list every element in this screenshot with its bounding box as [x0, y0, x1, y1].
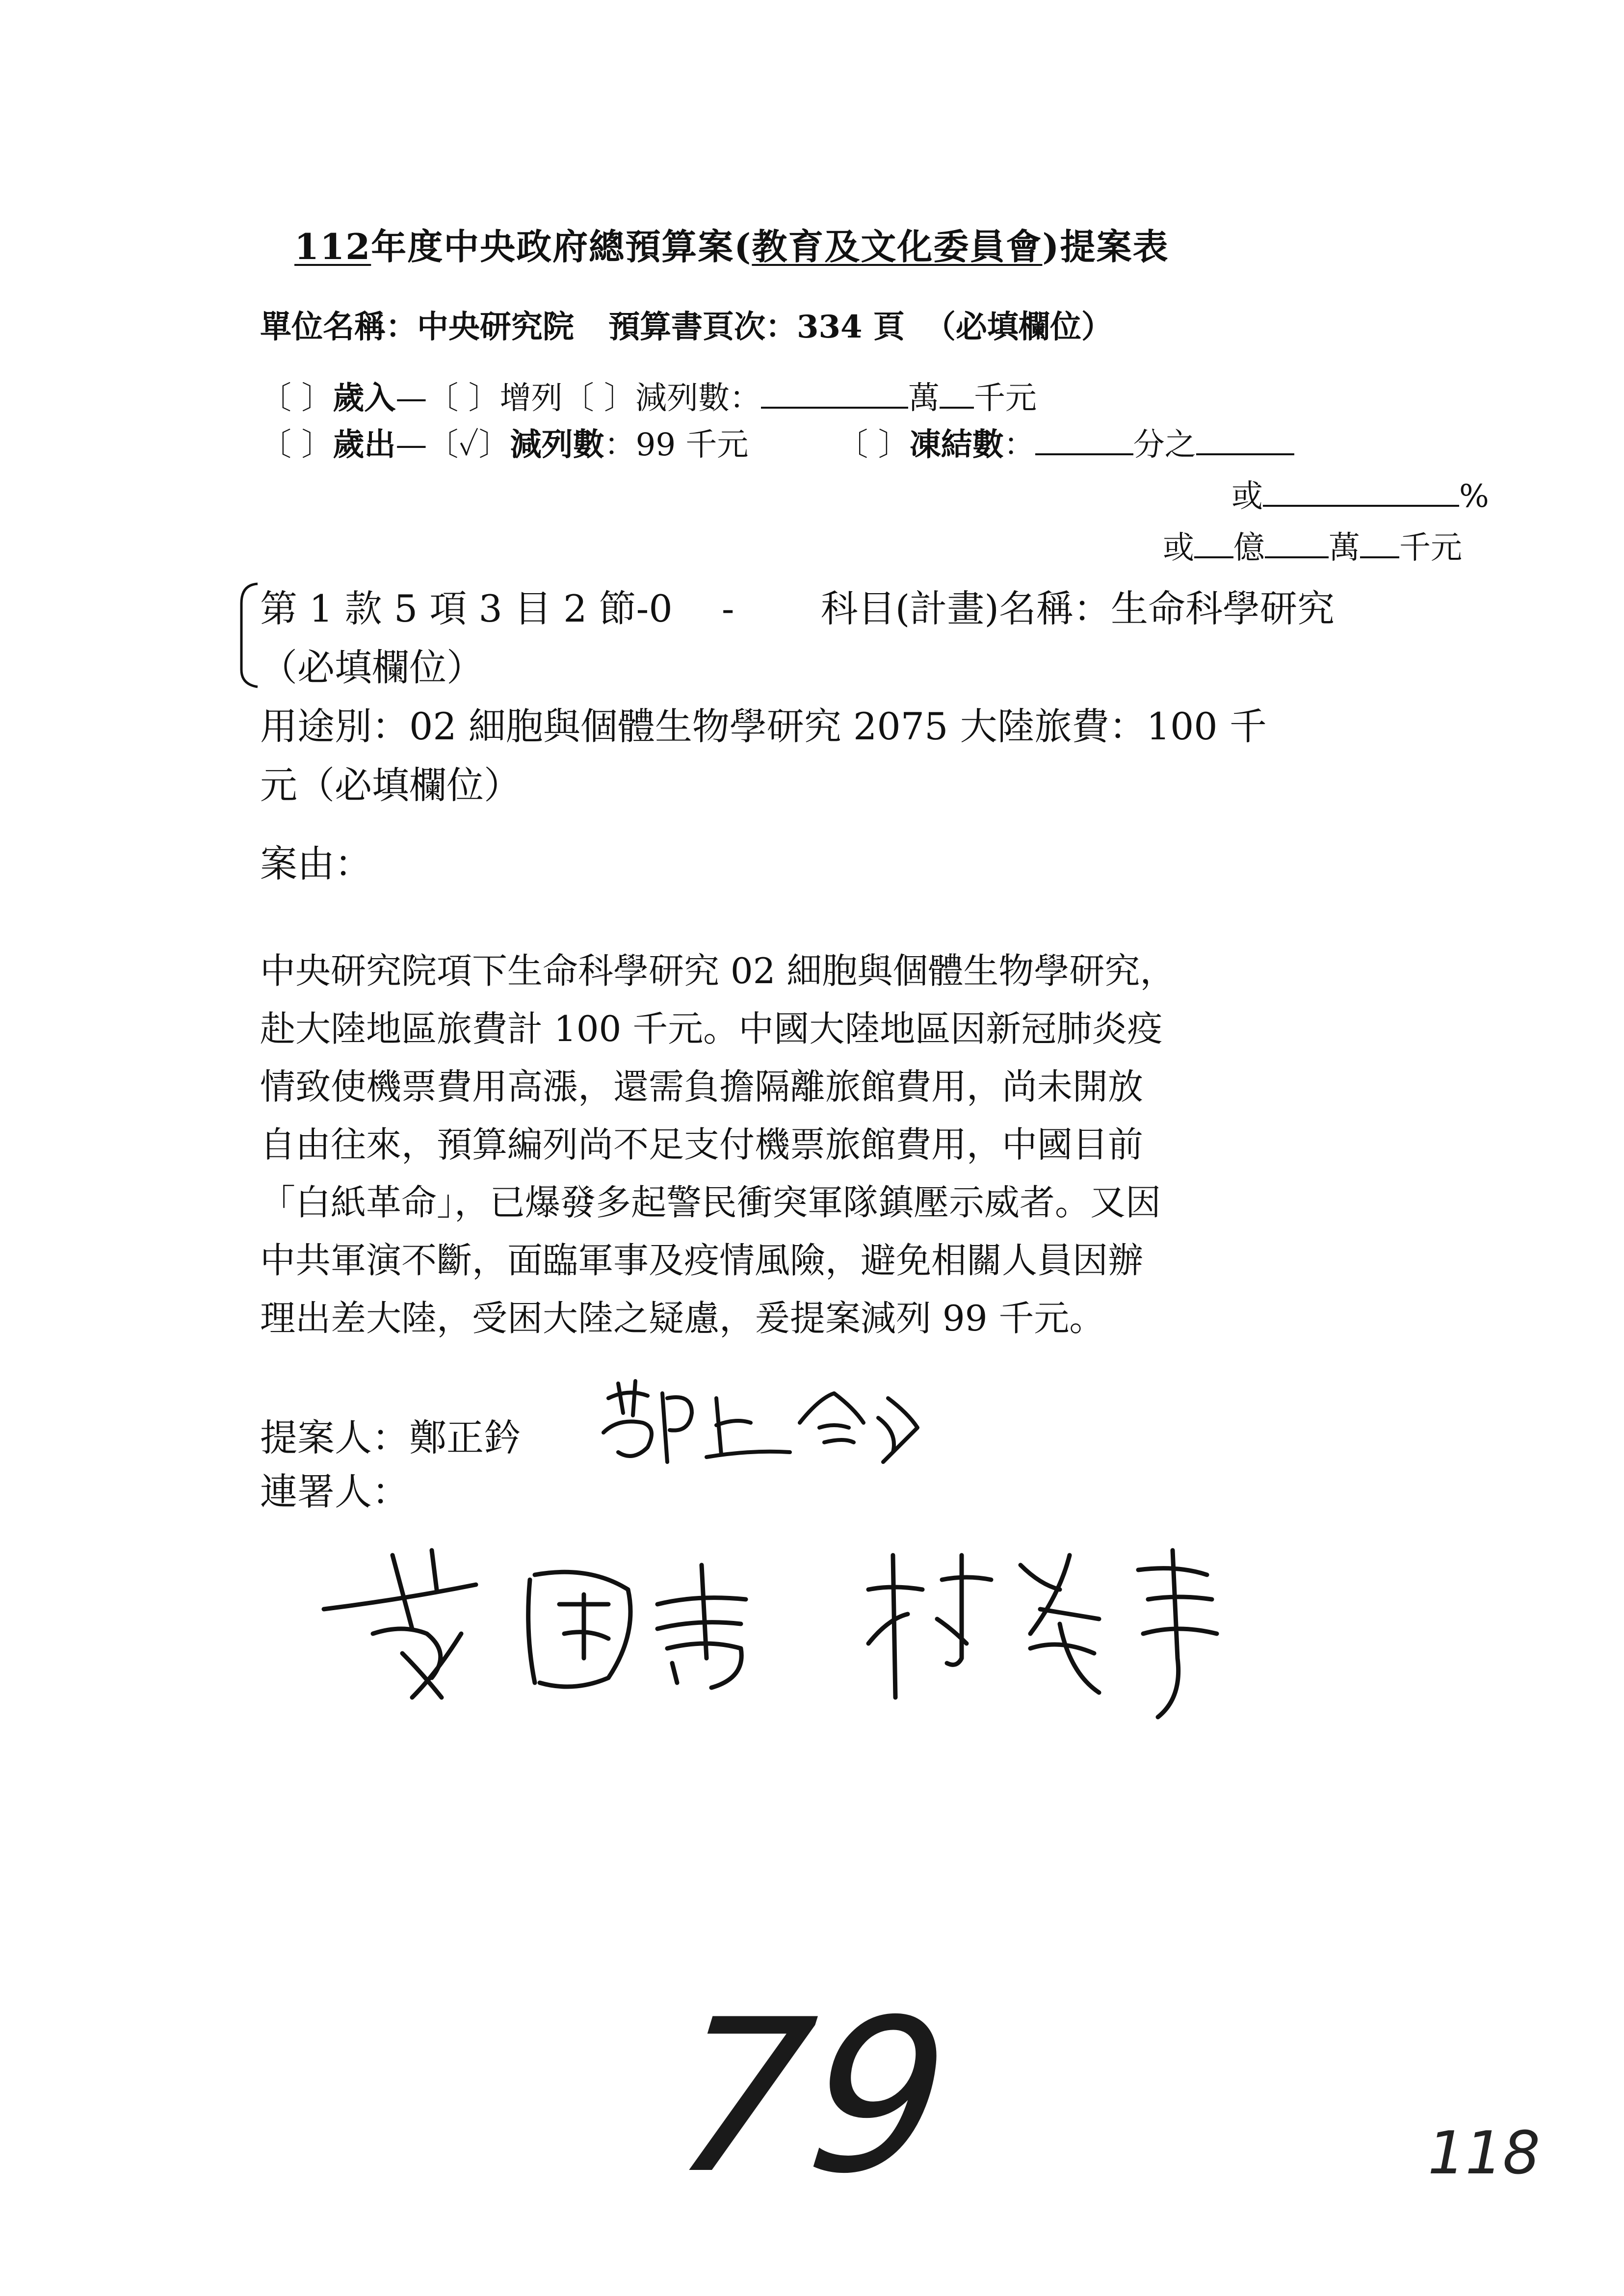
freeze-denominator-blank [1196, 453, 1294, 455]
wan-blank [1265, 556, 1329, 558]
or-percent-line [1231, 471, 1489, 516]
expense-checkbox: 〔 〕 [260, 427, 333, 463]
unit-required: （必填欄位） [924, 309, 1113, 345]
or-amount-line [1163, 522, 1462, 568]
reason-line: 赴大陸地區旅費計 100 千元。中國大陸地區因新冠肺炎疫 [260, 1008, 1163, 1049]
cut-value: ：99 千元 [604, 427, 749, 463]
title-post: )提案表 [1042, 226, 1169, 267]
revenue-qian: 千元 [974, 380, 1037, 417]
freeze-checkbox: 〔 〕 [837, 427, 910, 463]
reason-line: 中央研究院項下生命科學研究 02 細胞與個體生物學研究， [260, 950, 1176, 991]
usage-line-1: 用途別：02 細胞與個體生物學研究 2075 大陸旅費：100 千 [260, 704, 1267, 748]
revenue-label: 歲入 [333, 380, 396, 417]
proposer-line [260, 1408, 521, 1461]
expense-dash: — [395, 427, 427, 463]
expense-label: 歲出 [333, 426, 396, 463]
cosigner-label: 連署人： [260, 1470, 409, 1513]
title-year: 112 [294, 226, 371, 267]
or-label-1: 或 [1231, 478, 1263, 515]
title-committee: 教育及文化委員會 [752, 226, 1043, 267]
revenue-cut: 〔 〕減列數： [562, 380, 761, 417]
freeze-label: 凍結數 [909, 426, 1004, 463]
cosigner-signatures [314, 1536, 1246, 1722]
percent-sign: % [1459, 478, 1489, 515]
freeze-fraction: 分之 [1133, 427, 1196, 463]
wan-label: 萬 [1329, 530, 1360, 566]
unit-name: 單位名稱：中央研究院 [260, 309, 574, 345]
reason-line: 中共軍演不斷，面臨軍事及疫情風險，避免相關人員因辦 [260, 1240, 1144, 1281]
corner-page-number: 118 [1428, 2119, 1541, 2188]
qian-label: 千元 [1399, 530, 1462, 566]
proposer-label: 提案人： [260, 1416, 409, 1460]
qian-blank [1360, 556, 1399, 558]
reason-line: 「白紙革命」，已爆發多起警民衝突軍隊鎮壓示威者。又因 [260, 1182, 1161, 1223]
revenue-line [260, 373, 1037, 418]
revenue-wan: 萬 [908, 380, 940, 417]
title-pre: 年度中央政府總預算案( [371, 226, 752, 267]
form-title [294, 218, 1169, 269]
expense-line [260, 419, 1294, 465]
reason-body [260, 942, 1175, 1347]
unit-line [260, 302, 1113, 347]
revenue-add: 〔 〕增列 [427, 380, 563, 417]
proposer-name: 鄭正鈐 [409, 1416, 521, 1460]
revenue-wan-blank [761, 407, 908, 409]
revenue-dash: — [395, 380, 427, 417]
freeze-numerator-blank [1035, 453, 1133, 455]
budget-page: 預算書頁次：334 頁 [608, 309, 905, 345]
yi-label: 億 [1233, 530, 1265, 566]
proposer-signature [589, 1369, 932, 1477]
cut-checkmark: 〔✓〕 [427, 427, 510, 463]
reason-line: 理出差大陸，受困大陸之疑慮，爰提案減列 99 千元。 [260, 1298, 1105, 1339]
reason-line: 自由往來，預算編列尚不足支付機票旅館費用，中國目前 [260, 1124, 1144, 1165]
revenue-qian-blank [940, 407, 974, 409]
item-line: 第 1 款 5 項 3 目 2 節-0 - 科目(計畫)名稱：生命科學研究 [260, 587, 1335, 630]
freeze-colon: ： [1003, 427, 1035, 463]
or-label-2: 或 [1163, 530, 1194, 566]
handwritten-page-number: 79 [664, 1975, 959, 2220]
yi-blank [1194, 556, 1233, 558]
usage-line-2: 元（必填欄位） [260, 763, 521, 807]
cut-label: 減列數 [510, 426, 604, 463]
reason-label: 案由： [260, 842, 372, 886]
reason-line: 情致使機票費用高漲，還需負擔隔離旅館費用，尚未開放 [260, 1066, 1144, 1107]
revenue-checkbox: 〔 〕 [260, 380, 333, 417]
percent-blank [1263, 505, 1459, 507]
item-required: （必填欄位） [260, 646, 484, 689]
